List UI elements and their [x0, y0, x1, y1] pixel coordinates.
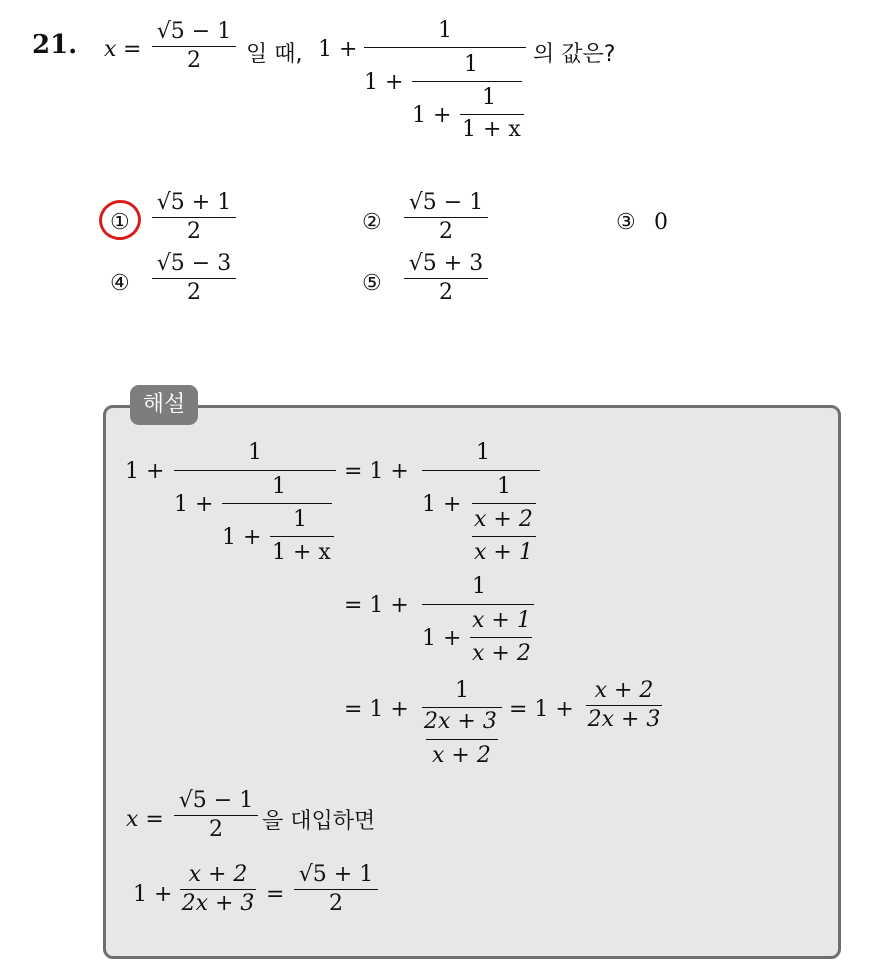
- fraction-numerator: x + 2: [594, 678, 654, 703]
- sol-l1r-inner-bar: [472, 536, 536, 537]
- sol-subst-text: 을 대입하면: [262, 809, 376, 834]
- sol-l1r-outer-num: 1: [476, 440, 490, 465]
- fraction-denominator: 2: [439, 219, 453, 244]
- fraction-numerator: √5 − 1: [408, 190, 484, 215]
- cf-outer-numerator: 1: [438, 18, 452, 43]
- sol-l2-outer-bar: [422, 604, 534, 605]
- fraction-numerator: √5 + 1: [156, 190, 232, 215]
- fraction-bar: [404, 278, 488, 279]
- fraction-denominator: 2x + 3: [587, 707, 661, 732]
- fraction-bar: [294, 889, 378, 890]
- sol-l1-inner-num: 1: [293, 507, 307, 532]
- cf-inner-denominator: 1 + x: [462, 117, 521, 142]
- cf-mid-bar: [412, 81, 522, 82]
- fraction-bar: [180, 889, 256, 890]
- sol-l2-eq: = 1 +: [344, 593, 409, 618]
- problem-text-value: 의 값은?: [533, 42, 616, 67]
- sol-l1-inner-bar: [270, 536, 334, 537]
- fraction-denominator: 2: [439, 280, 453, 305]
- sol-l1r-one-plus: 1 +: [422, 492, 462, 517]
- fraction-bar: [152, 278, 236, 279]
- sol-l3-inner-bar: [426, 739, 498, 740]
- problem-x-fraction: [152, 19, 236, 74]
- fraction-denominator: 2: [187, 280, 201, 305]
- fraction-bar: [586, 705, 662, 706]
- fraction-numerator: √5 − 1: [178, 788, 254, 813]
- sol-l1r-outer-bar: [422, 470, 540, 471]
- cf-one-plus: 1 +: [364, 70, 404, 95]
- sol-l1r-x-plus-2: x + 2: [474, 507, 533, 532]
- sol-l2-one-plus: 1 +: [422, 626, 462, 651]
- sol-l1-mid-bar: [222, 503, 332, 504]
- equals-sign: =: [123, 37, 142, 62]
- sol-l2-x-plus-1: x + 1: [472, 608, 531, 633]
- choice-3-value[interactable]: 0: [654, 210, 668, 235]
- fraction-bar: [404, 217, 488, 218]
- cf-inner-numerator: 1: [482, 85, 496, 110]
- fraction-numerator: √5 + 3: [408, 251, 484, 276]
- choice-4-fraction[interactable]: [152, 251, 236, 306]
- sol-l1r-mid-bar: [472, 503, 536, 504]
- cf-outer-bar: [364, 47, 526, 48]
- fraction-bar: [152, 46, 236, 47]
- choice-3-label[interactable]: ③: [616, 210, 636, 235]
- choice-5-fraction[interactable]: [404, 251, 488, 306]
- sol-l3-outer-num: 1: [455, 678, 469, 703]
- sol-l1r-x-plus-1: x + 1: [474, 540, 533, 565]
- fraction-denominator: 2: [187, 48, 201, 73]
- sol-l1r-mid-num: 1: [497, 474, 511, 499]
- sol-l3-eq: = 1 +: [344, 697, 409, 722]
- choice-1-label[interactable]: ①: [110, 210, 130, 235]
- fraction-denominator: 2: [209, 817, 223, 842]
- fraction-numerator: x + 2: [188, 862, 248, 887]
- sol-final-eq: =: [266, 882, 285, 907]
- fraction-bar: [174, 815, 258, 816]
- sol-l2-outer-num: 1: [472, 574, 486, 599]
- sol-l2-x-plus-2: x + 2: [472, 641, 531, 666]
- sol-l1-one-plus: 1 +: [125, 459, 165, 484]
- sol-l1-mid-num: 1: [272, 474, 286, 499]
- sol-l3-eq2: = 1 +: [509, 697, 574, 722]
- fraction-denominator: 2: [187, 219, 201, 244]
- problem-number: 21.: [32, 30, 78, 60]
- sol-l3-x-plus-2: x + 2: [432, 743, 491, 768]
- problem-text-when: 일 때,: [246, 42, 303, 67]
- fraction-denominator: 2: [329, 891, 343, 916]
- sol-l1-inner-den: 1 + x: [272, 540, 331, 565]
- fraction-numerator: √5 − 3: [156, 251, 232, 276]
- cf-mid-numerator: 1: [464, 52, 478, 77]
- sol-subst-x: x =: [126, 807, 164, 832]
- choice-2-label[interactable]: ②: [362, 210, 382, 235]
- problem-one-plus: 1 +: [318, 37, 358, 62]
- sol-final-lhs-fraction: [180, 862, 256, 917]
- sol-final-one-plus: 1 +: [133, 882, 173, 907]
- cf-one-plus-inner: 1 +: [412, 103, 452, 128]
- sol-final-rhs-fraction: [294, 862, 378, 917]
- sol-l1-outer-bar: [174, 470, 336, 471]
- sol-l3-2x-plus-3: 2x + 3: [424, 709, 497, 734]
- sol-l1-outer-num: 1: [248, 440, 262, 465]
- fraction-numerator: √5 − 1: [156, 19, 232, 44]
- choice-5-label[interactable]: ⑤: [362, 271, 382, 296]
- sol-l1-one-plus-mid: 1 +: [174, 492, 214, 517]
- choice-1-fraction[interactable]: [152, 190, 236, 245]
- sol-l1-eq: = 1 +: [344, 459, 409, 484]
- choice-4-label[interactable]: ④: [110, 271, 130, 296]
- fraction-denominator: 2x + 3: [181, 891, 255, 916]
- sol-subst-fraction: [174, 788, 258, 843]
- choice-2-fraction[interactable]: [404, 190, 488, 245]
- variable-x: x: [104, 37, 117, 62]
- fraction-numerator: √5 + 1: [298, 862, 374, 887]
- sol-l3-result-fraction: [586, 678, 662, 733]
- sol-l3-outer-bar: [422, 707, 502, 708]
- cf-inner-bar: [460, 114, 524, 115]
- sol-l1-one-plus-inner: 1 +: [222, 525, 262, 550]
- solution-label: 해설: [130, 385, 198, 425]
- sol-l2-inner-bar: [470, 637, 532, 638]
- fraction-bar: [152, 217, 236, 218]
